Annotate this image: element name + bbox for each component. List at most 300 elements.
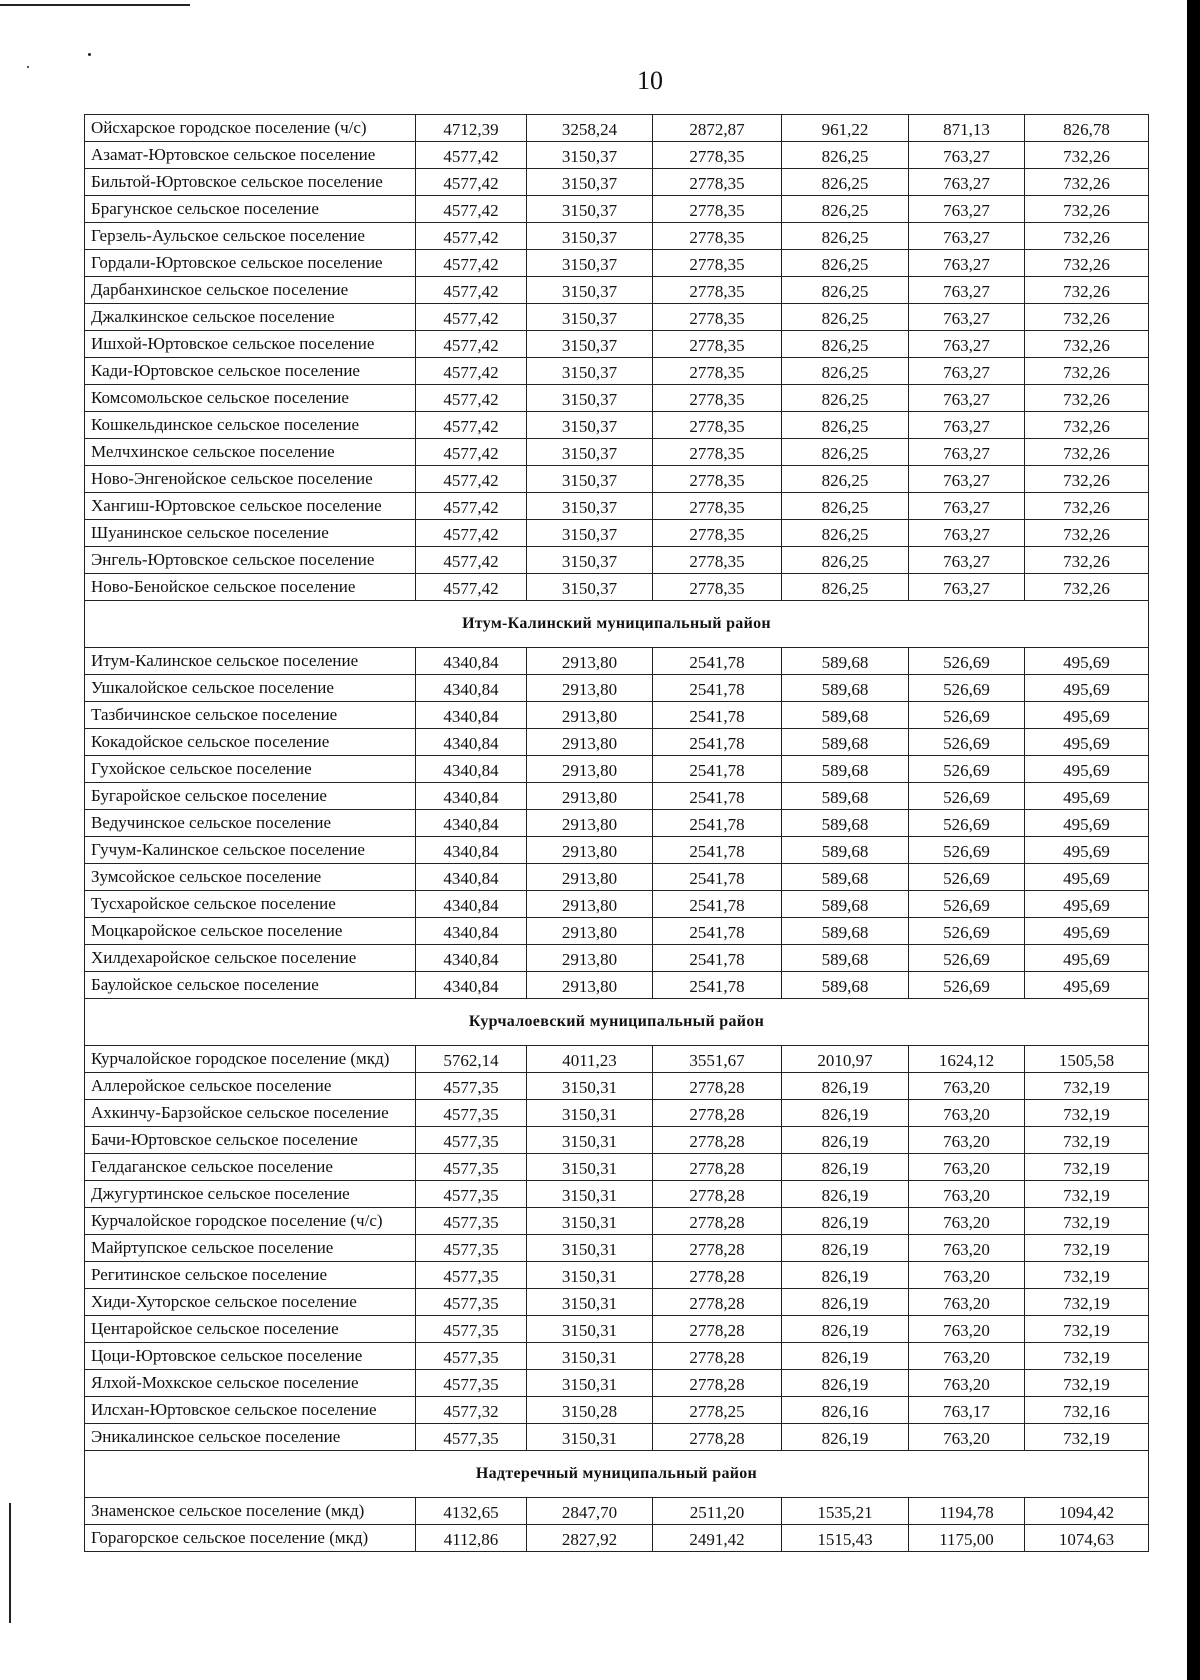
settlement-name: Курчалойское городское поселение (ч/с)	[85, 1208, 416, 1235]
table-row	[85, 972, 1149, 999]
value-cell: 2541,78	[653, 810, 782, 837]
value-cell: 589,68	[782, 648, 909, 675]
value-cell: 763,27	[909, 439, 1025, 466]
value-cell: 826,25	[782, 358, 909, 385]
value-cell: 826,25	[782, 250, 909, 277]
value-cell: 826,25	[782, 547, 909, 574]
value-cell: 826,25	[782, 142, 909, 169]
value-cell: 1505,58	[1025, 1046, 1149, 1073]
value-cell: 2541,78	[653, 864, 782, 891]
value-cell: 526,69	[909, 729, 1025, 756]
value-cell: 3150,37	[527, 331, 653, 358]
value-cell: 4132,65	[416, 1498, 527, 1525]
value-cell: 826,19	[782, 1235, 909, 1262]
value-cell: 2778,28	[653, 1127, 782, 1154]
value-cell: 3150,37	[527, 358, 653, 385]
value-cell: 495,69	[1025, 945, 1149, 972]
value-cell: 2827,92	[527, 1525, 653, 1552]
value-cell: 2541,78	[653, 945, 782, 972]
value-cell: 495,69	[1025, 729, 1149, 756]
settlement-name: Герзель-Аульское сельское поселение	[85, 223, 416, 250]
settlement-name: Ново-Энгенойское сельское поселение	[85, 466, 416, 493]
settlement-name: Гучум-Калинское сельское поселение	[85, 837, 416, 864]
value-cell: 589,68	[782, 918, 909, 945]
value-cell: 4577,42	[416, 439, 527, 466]
settlement-name: Итум-Калинское сельское поселение	[85, 648, 416, 675]
value-cell: 2872,87	[653, 115, 782, 142]
table-row	[85, 115, 1149, 142]
value-cell: 2778,28	[653, 1424, 782, 1451]
value-cell: 3150,37	[527, 547, 653, 574]
value-cell: 589,68	[782, 891, 909, 918]
value-cell: 3150,31	[527, 1181, 653, 1208]
value-cell: 2778,35	[653, 385, 782, 412]
value-cell: 4577,32	[416, 1397, 527, 1424]
value-cell: 526,69	[909, 702, 1025, 729]
value-cell: 763,27	[909, 412, 1025, 439]
table-row	[85, 1046, 1149, 1073]
value-cell: 826,19	[782, 1424, 909, 1451]
value-cell: 2778,35	[653, 142, 782, 169]
value-cell: 763,27	[909, 493, 1025, 520]
value-cell: 732,19	[1025, 1208, 1149, 1235]
value-cell: 826,19	[782, 1316, 909, 1343]
table-row	[85, 1100, 1149, 1127]
value-cell: 495,69	[1025, 972, 1149, 999]
value-cell: 3150,37	[527, 277, 653, 304]
settlement-name: Кокадойское сельское поселение	[85, 729, 416, 756]
settlement-name: Знаменское сельское поселение (мкд)	[85, 1498, 416, 1525]
value-cell: 3150,37	[527, 412, 653, 439]
table-row	[85, 520, 1149, 547]
settlement-name: Мелчхинское сельское поселение	[85, 439, 416, 466]
value-cell: 2010,97	[782, 1046, 909, 1073]
value-cell: 826,25	[782, 520, 909, 547]
table-row	[85, 439, 1149, 466]
value-cell: 2778,28	[653, 1235, 782, 1262]
value-cell: 4340,84	[416, 837, 527, 864]
settlement-name: Бильтой-Юртовское сельское поселение	[85, 169, 416, 196]
value-cell: 3150,31	[527, 1208, 653, 1235]
settlement-name: Ахкинчу-Барзойское сельское поселение	[85, 1100, 416, 1127]
value-cell: 589,68	[782, 945, 909, 972]
table-row	[85, 1316, 1149, 1343]
value-cell: 4340,84	[416, 783, 527, 810]
value-cell: 732,26	[1025, 574, 1149, 601]
value-cell: 732,19	[1025, 1181, 1149, 1208]
value-cell: 732,26	[1025, 142, 1149, 169]
settlement-name: Зумсойское сельское поселение	[85, 864, 416, 891]
settlement-name: Гордали-Юртовское сельское поселение	[85, 250, 416, 277]
value-cell: 589,68	[782, 729, 909, 756]
settlement-name: Кошкельдинское сельское поселение	[85, 412, 416, 439]
value-cell: 4340,84	[416, 810, 527, 837]
value-cell: 2913,80	[527, 918, 653, 945]
value-cell: 2778,35	[653, 412, 782, 439]
value-cell: 732,26	[1025, 169, 1149, 196]
value-cell: 763,20	[909, 1262, 1025, 1289]
settlement-name: Аллеройское сельское поселение	[85, 1073, 416, 1100]
value-cell: 589,68	[782, 756, 909, 783]
settlement-name: Ойсхарское городское поселение (ч/с)	[85, 115, 416, 142]
value-cell: 732,19	[1025, 1289, 1149, 1316]
table-row	[85, 810, 1149, 837]
table-row	[85, 1525, 1149, 1552]
value-cell: 732,26	[1025, 466, 1149, 493]
value-cell: 2541,78	[653, 675, 782, 702]
value-cell: 826,19	[782, 1127, 909, 1154]
value-cell: 2778,28	[653, 1262, 782, 1289]
settlement-name: Азамат-Юртовское сельское поселение	[85, 142, 416, 169]
section-title: Итум-Калинский муниципальный район	[85, 601, 1149, 648]
value-cell: 3150,37	[527, 520, 653, 547]
value-cell: 495,69	[1025, 648, 1149, 675]
table-row	[85, 1343, 1149, 1370]
table-row	[85, 547, 1149, 574]
value-cell: 589,68	[782, 702, 909, 729]
value-cell: 2778,35	[653, 196, 782, 223]
value-cell: 3150,31	[527, 1154, 653, 1181]
value-cell: 2541,78	[653, 702, 782, 729]
settlement-name: Ялхой-Мохкское сельское поселение	[85, 1370, 416, 1397]
settlement-name: Тазбичинское сельское поселение	[85, 702, 416, 729]
value-cell: 763,27	[909, 277, 1025, 304]
value-cell: 4577,35	[416, 1208, 527, 1235]
value-cell: 871,13	[909, 115, 1025, 142]
value-cell: 732,26	[1025, 547, 1149, 574]
value-cell: 4577,35	[416, 1343, 527, 1370]
value-cell: 3150,37	[527, 304, 653, 331]
table-row	[85, 1498, 1149, 1525]
value-cell: 4577,35	[416, 1181, 527, 1208]
value-cell: 763,27	[909, 385, 1025, 412]
table-row	[85, 358, 1149, 385]
value-cell: 2541,78	[653, 648, 782, 675]
value-cell: 826,25	[782, 439, 909, 466]
value-cell: 826,25	[782, 196, 909, 223]
value-cell: 3150,31	[527, 1073, 653, 1100]
value-cell: 826,25	[782, 385, 909, 412]
value-cell: 589,68	[782, 972, 909, 999]
value-cell: 495,69	[1025, 810, 1149, 837]
value-cell: 2847,70	[527, 1498, 653, 1525]
value-cell: 732,26	[1025, 412, 1149, 439]
value-cell: 2541,78	[653, 918, 782, 945]
value-cell: 763,20	[909, 1370, 1025, 1397]
value-cell: 4577,42	[416, 196, 527, 223]
value-cell: 3150,37	[527, 493, 653, 520]
value-cell: 4577,42	[416, 412, 527, 439]
settlement-name: Тусхаройское сельское поселение	[85, 891, 416, 918]
value-cell: 4577,42	[416, 574, 527, 601]
settlement-name: Регитинское сельское поселение	[85, 1262, 416, 1289]
value-cell: 2778,28	[653, 1154, 782, 1181]
table-row	[85, 1181, 1149, 1208]
value-cell: 3150,37	[527, 574, 653, 601]
settlement-name: Моцкаройское сельское поселение	[85, 918, 416, 945]
value-cell: 763,17	[909, 1397, 1025, 1424]
value-cell: 526,69	[909, 648, 1025, 675]
value-cell: 4577,42	[416, 304, 527, 331]
value-cell: 763,27	[909, 169, 1025, 196]
value-cell: 4340,84	[416, 729, 527, 756]
value-cell: 4340,84	[416, 864, 527, 891]
value-cell: 4577,42	[416, 331, 527, 358]
settlement-name: Баулойское сельское поселение	[85, 972, 416, 999]
value-cell: 2778,28	[653, 1316, 782, 1343]
settlement-name: Бугаройское сельское поселение	[85, 783, 416, 810]
table-row	[85, 945, 1149, 972]
value-cell: 2778,35	[653, 574, 782, 601]
value-cell: 2913,80	[527, 864, 653, 891]
value-cell: 763,27	[909, 547, 1025, 574]
value-cell: 763,27	[909, 196, 1025, 223]
value-cell: 526,69	[909, 675, 1025, 702]
table-row	[85, 1397, 1149, 1424]
value-cell: 826,19	[782, 1370, 909, 1397]
section-header-row	[85, 1451, 1149, 1498]
value-cell: 526,69	[909, 810, 1025, 837]
settlement-name: Дарбанхинское сельское поселение	[85, 277, 416, 304]
value-cell: 732,26	[1025, 493, 1149, 520]
table-row	[85, 1424, 1149, 1451]
value-cell: 4340,84	[416, 891, 527, 918]
settlement-name: Комсомольское сельское поселение	[85, 385, 416, 412]
value-cell: 826,25	[782, 493, 909, 520]
value-cell: 2778,28	[653, 1181, 782, 1208]
value-cell: 526,69	[909, 891, 1025, 918]
value-cell: 495,69	[1025, 756, 1149, 783]
value-cell: 495,69	[1025, 837, 1149, 864]
value-cell: 4577,35	[416, 1154, 527, 1181]
value-cell: 3150,31	[527, 1343, 653, 1370]
value-cell: 2541,78	[653, 756, 782, 783]
value-cell: 4577,35	[416, 1424, 527, 1451]
settlement-name: Шуанинское сельское поселение	[85, 520, 416, 547]
value-cell: 826,25	[782, 412, 909, 439]
value-cell: 1074,63	[1025, 1525, 1149, 1552]
value-cell: 4577,35	[416, 1316, 527, 1343]
value-cell: 4577,35	[416, 1127, 527, 1154]
value-cell: 732,26	[1025, 385, 1149, 412]
value-cell: 4577,35	[416, 1235, 527, 1262]
value-cell: 3150,31	[527, 1424, 653, 1451]
value-cell: 2913,80	[527, 945, 653, 972]
value-cell: 3150,37	[527, 385, 653, 412]
value-cell: 2778,35	[653, 466, 782, 493]
table-row	[85, 675, 1149, 702]
value-cell: 4577,42	[416, 385, 527, 412]
table-row	[85, 837, 1149, 864]
value-cell: 2913,80	[527, 972, 653, 999]
value-cell: 763,20	[909, 1343, 1025, 1370]
value-cell: 3150,31	[527, 1289, 653, 1316]
table-row	[85, 277, 1149, 304]
table-body	[85, 115, 1149, 1552]
settlement-name: Хангиш-Юртовское сельское поселение	[85, 493, 416, 520]
value-cell: 526,69	[909, 783, 1025, 810]
value-cell: 3150,31	[527, 1235, 653, 1262]
table-row	[85, 493, 1149, 520]
value-cell: 5762,14	[416, 1046, 527, 1073]
value-cell: 2778,35	[653, 250, 782, 277]
value-cell: 3150,31	[527, 1100, 653, 1127]
value-cell: 763,20	[909, 1073, 1025, 1100]
value-cell: 2778,35	[653, 169, 782, 196]
value-cell: 526,69	[909, 945, 1025, 972]
value-cell: 732,26	[1025, 304, 1149, 331]
value-cell: 3150,37	[527, 142, 653, 169]
value-cell: 826,25	[782, 331, 909, 358]
settlement-name: Курчалойское городское поселение (мкд)	[85, 1046, 416, 1073]
table-row	[85, 385, 1149, 412]
value-cell: 763,27	[909, 466, 1025, 493]
value-cell: 826,78	[1025, 115, 1149, 142]
value-cell: 732,26	[1025, 439, 1149, 466]
table-row	[85, 412, 1149, 439]
value-cell: 4577,42	[416, 277, 527, 304]
value-cell: 4577,35	[416, 1370, 527, 1397]
value-cell: 589,68	[782, 810, 909, 837]
value-cell: 2913,80	[527, 675, 653, 702]
value-cell: 763,27	[909, 574, 1025, 601]
value-cell: 763,20	[909, 1127, 1025, 1154]
value-cell: 732,26	[1025, 196, 1149, 223]
value-cell: 2511,20	[653, 1498, 782, 1525]
value-cell: 2778,28	[653, 1073, 782, 1100]
value-cell: 4577,42	[416, 250, 527, 277]
value-cell: 826,19	[782, 1154, 909, 1181]
table-row	[85, 648, 1149, 675]
value-cell: 763,20	[909, 1208, 1025, 1235]
value-cell: 2913,80	[527, 648, 653, 675]
value-cell: 732,19	[1025, 1262, 1149, 1289]
value-cell: 589,68	[782, 783, 909, 810]
settlement-name: Бачи-Юртовское сельское поселение	[85, 1127, 416, 1154]
settlement-name: Эникалинское сельское поселение	[85, 1424, 416, 1451]
value-cell: 826,19	[782, 1343, 909, 1370]
value-cell: 763,27	[909, 142, 1025, 169]
value-cell: 4340,84	[416, 972, 527, 999]
value-cell: 526,69	[909, 972, 1025, 999]
settlement-name: Кади-Юртовское сельское поселение	[85, 358, 416, 385]
value-cell: 732,19	[1025, 1154, 1149, 1181]
value-cell: 2778,35	[653, 223, 782, 250]
value-cell: 3150,37	[527, 439, 653, 466]
value-cell: 826,25	[782, 223, 909, 250]
value-cell: 2913,80	[527, 729, 653, 756]
table-row	[85, 1262, 1149, 1289]
value-cell: 2778,28	[653, 1289, 782, 1316]
table-row	[85, 864, 1149, 891]
value-cell: 4340,84	[416, 945, 527, 972]
page-number: 10	[637, 66, 663, 95]
value-cell: 732,16	[1025, 1397, 1149, 1424]
value-cell: 2541,78	[653, 972, 782, 999]
value-cell: 589,68	[782, 675, 909, 702]
value-cell: 4011,23	[527, 1046, 653, 1073]
settlement-name: Ново-Бенойское сельское поселение	[85, 574, 416, 601]
value-cell: 732,26	[1025, 277, 1149, 304]
value-cell: 526,69	[909, 837, 1025, 864]
settlement-name: Гелдаганское сельское поселение	[85, 1154, 416, 1181]
settlement-name: Горагорское сельское поселение (мкд)	[85, 1525, 416, 1552]
value-cell: 763,27	[909, 304, 1025, 331]
value-cell: 4712,39	[416, 115, 527, 142]
section-title: Курчалоевский муниципальный район	[85, 999, 1149, 1046]
value-cell: 826,25	[782, 466, 909, 493]
value-cell: 4577,35	[416, 1262, 527, 1289]
table-row	[85, 1235, 1149, 1262]
value-cell: 4577,42	[416, 169, 527, 196]
value-cell: 3150,37	[527, 223, 653, 250]
value-cell: 4577,42	[416, 547, 527, 574]
value-cell: 4340,84	[416, 918, 527, 945]
value-cell: 495,69	[1025, 675, 1149, 702]
value-cell: 3551,67	[653, 1046, 782, 1073]
value-cell: 495,69	[1025, 891, 1149, 918]
settlement-name: Центаройское сельское поселение	[85, 1316, 416, 1343]
settlement-name: Брагунское сельское поселение	[85, 196, 416, 223]
value-cell: 2778,25	[653, 1397, 782, 1424]
value-cell: 826,25	[782, 574, 909, 601]
settlement-name: Ушкалойское сельское поселение	[85, 675, 416, 702]
settlement-name: Хилдехаройское сельское поселение	[85, 945, 416, 972]
table-row	[85, 466, 1149, 493]
value-cell: 763,27	[909, 223, 1025, 250]
value-cell: 763,20	[909, 1100, 1025, 1127]
value-cell: 1515,43	[782, 1525, 909, 1552]
section-header-row	[85, 601, 1149, 648]
value-cell: 4340,84	[416, 675, 527, 702]
value-cell: 2541,78	[653, 891, 782, 918]
value-cell: 732,26	[1025, 358, 1149, 385]
value-cell: 4577,42	[416, 358, 527, 385]
table-row	[85, 729, 1149, 756]
value-cell: 732,19	[1025, 1100, 1149, 1127]
tariff-table	[84, 114, 1149, 1552]
section-title: Надтеречный муниципальный район	[85, 1451, 1149, 1498]
value-cell: 4577,42	[416, 466, 527, 493]
value-cell: 4577,42	[416, 223, 527, 250]
value-cell: 763,27	[909, 358, 1025, 385]
value-cell: 763,20	[909, 1424, 1025, 1451]
value-cell: 3150,37	[527, 250, 653, 277]
table-row	[85, 918, 1149, 945]
value-cell: 763,27	[909, 331, 1025, 358]
value-cell: 826,25	[782, 277, 909, 304]
table-row	[85, 331, 1149, 358]
value-cell: 2913,80	[527, 783, 653, 810]
value-cell: 826,19	[782, 1100, 909, 1127]
settlement-name: Цоци-Юртовское сельское поселение	[85, 1343, 416, 1370]
value-cell: 732,26	[1025, 223, 1149, 250]
value-cell: 732,19	[1025, 1073, 1149, 1100]
value-cell: 3150,37	[527, 196, 653, 223]
value-cell: 4577,35	[416, 1073, 527, 1100]
value-cell: 732,26	[1025, 250, 1149, 277]
table-row	[85, 142, 1149, 169]
table-row	[85, 891, 1149, 918]
value-cell: 2913,80	[527, 756, 653, 783]
value-cell: 4577,35	[416, 1100, 527, 1127]
settlement-name: Гухойское сельское поселение	[85, 756, 416, 783]
value-cell: 4577,42	[416, 520, 527, 547]
value-cell: 2541,78	[653, 729, 782, 756]
section-header-row	[85, 999, 1149, 1046]
value-cell: 1535,21	[782, 1498, 909, 1525]
value-cell: 3150,37	[527, 169, 653, 196]
